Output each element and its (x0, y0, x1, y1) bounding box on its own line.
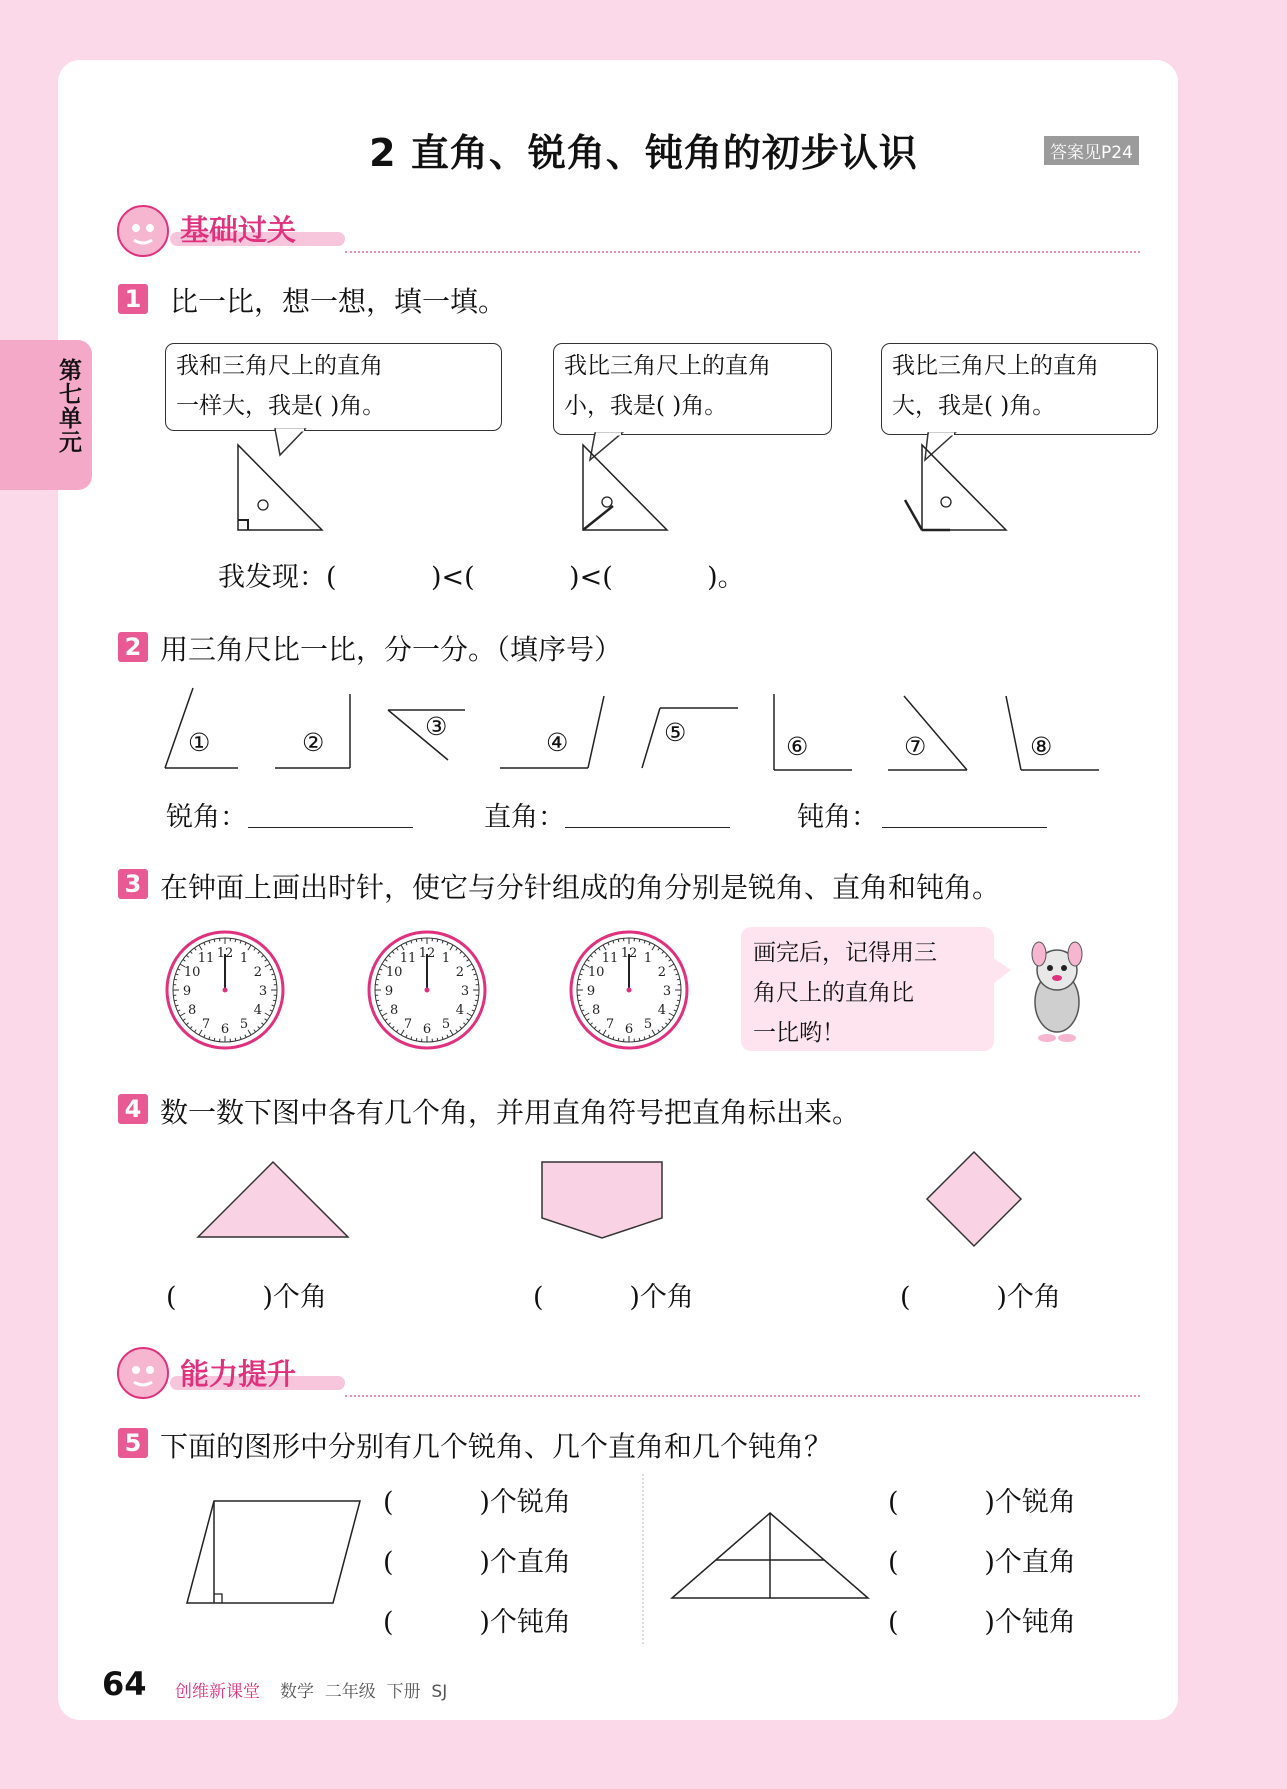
section-divider (345, 1395, 1140, 1397)
clock-number: 2 (455, 965, 465, 980)
clock-number: 12 (418, 946, 436, 961)
tip-line: 角尺上的直角比 (753, 980, 914, 1006)
clock-number: 1 (239, 951, 249, 967)
footer-info: 数学 二年级 下册 SJ (280, 1682, 448, 1702)
obtuse-label: 钝角： (797, 802, 878, 833)
q4-answer-3[interactable]: ( )个角 (900, 1282, 1061, 1313)
clock-number: 11 (399, 951, 417, 967)
right-label: 直角： (484, 802, 565, 833)
angle-label-1: ① (188, 728, 211, 757)
clock-number: 9 (182, 984, 192, 999)
square-shape (927, 1152, 1021, 1246)
clock-number: 5 (441, 1016, 451, 1032)
angle-label-7: ⑦ (904, 732, 927, 761)
clock-number: 2 (657, 965, 667, 980)
clock-number: 10 (385, 965, 403, 980)
q5-shapes-figure (0, 1470, 1287, 1650)
acute-label: 锐角： (166, 802, 247, 833)
q5-left-obtuse[interactable]: ( )个钝角 (383, 1607, 571, 1638)
clock-number: 6 (422, 1022, 432, 1037)
clock-number: 4 (253, 1003, 263, 1018)
question-number: 5 (118, 1428, 148, 1458)
unit-tab-label: 第七单元 (55, 358, 81, 454)
clock-number: 4 (657, 1003, 667, 1018)
tip-line: 画完后，记得用三 (753, 940, 937, 966)
clock-number: 12 (620, 946, 638, 961)
bubble-line: 我比三角尺上的直角 (892, 353, 1099, 379)
acute-answer-line[interactable] (248, 825, 413, 828)
clock-number: 3 (258, 984, 268, 999)
clock-number: 4 (455, 1003, 465, 1018)
clock-number: 7 (201, 1016, 211, 1032)
angle-label-2: ② (302, 728, 325, 757)
q5-left-right[interactable]: ( )个直角 (383, 1547, 571, 1578)
clock-number: 11 (197, 951, 215, 967)
clock-number: 6 (220, 1022, 230, 1037)
clock-number: 5 (239, 1016, 249, 1032)
discovery-sentence[interactable]: 我发现：( )<( )<( )。 (218, 562, 745, 593)
q1-triangles-figure (0, 0, 1287, 560)
clock-number: 3 (662, 984, 672, 999)
question-number: 4 (118, 1094, 148, 1124)
question-number: 1 (118, 284, 148, 314)
clock-number: 11 (601, 951, 619, 967)
page-title: 2 直角、锐角、钝角的初步认识 (369, 131, 918, 175)
clock-number: 10 (587, 965, 605, 980)
mascot-badge-icon (116, 1346, 170, 1400)
mascot-icon (1015, 940, 1100, 1045)
clock-face-3[interactable] (567, 928, 691, 1056)
question-text: 比一比，想一想，填一填。 (170, 285, 507, 318)
q4-answer-2[interactable]: ( )个角 (533, 1282, 694, 1313)
clock-face-1[interactable] (163, 928, 287, 1056)
clock-number: 8 (187, 1003, 197, 1018)
clock-number: 2 (253, 965, 263, 980)
section-basic-title: 基础过关 (180, 213, 297, 247)
bubble-answer-line[interactable]: 小，我是( )角。 (564, 393, 728, 419)
q5-right-acute[interactable]: ( )个锐角 (888, 1487, 1076, 1518)
q5-left-acute[interactable]: ( )个锐角 (383, 1487, 571, 1518)
clock-number: 6 (624, 1022, 634, 1037)
clock-number: 9 (586, 984, 596, 999)
clock-number: 7 (403, 1016, 413, 1032)
angle-label-5: ⑤ (664, 718, 687, 747)
footer-brand: 创维新课堂 (175, 1682, 260, 1702)
page-number: 64 (102, 1665, 147, 1703)
clock-number: 9 (384, 984, 394, 999)
angle-label-4: ④ (546, 728, 569, 757)
q5-right-right[interactable]: ( )个直角 (888, 1547, 1076, 1578)
clock-number: 1 (441, 951, 451, 967)
q4-shapes-figure (0, 1150, 1287, 1260)
angle-label-6: ⑥ (786, 732, 809, 761)
bubble-answer-line[interactable]: 大，我是( )角。 (892, 393, 1056, 419)
obtuse-answer-line[interactable] (882, 825, 1047, 828)
clock-number: 10 (183, 965, 201, 980)
clock-number: 1 (643, 951, 653, 967)
question-text: 数一数下图中各有几个角，并用直角符号把直角标出来。 (160, 1096, 861, 1129)
question-text: 在钟面上画出时针，使它与分针组成的角分别是锐角、直角和钝角。 (160, 871, 1001, 904)
q5-right-obtuse[interactable]: ( )个钝角 (888, 1607, 1076, 1638)
answer-reference-badge: 答案见P24 (1044, 136, 1139, 165)
question-number: 2 (118, 632, 148, 662)
question-text: 用三角尺比一比，分一分。（填序号） (160, 633, 623, 666)
clock-number: 8 (591, 1003, 601, 1018)
right-answer-line[interactable] (565, 825, 730, 828)
pentagon-shape (542, 1162, 662, 1238)
angle-label-8: ⑧ (1030, 732, 1053, 761)
bubble-answer-line[interactable]: 一样大，我是( )角。 (176, 393, 386, 419)
bubble-line: 我和三角尺上的直角 (176, 353, 383, 379)
clock-number: 3 (460, 984, 470, 999)
clock-face-2[interactable] (365, 928, 489, 1056)
triangle-shape (198, 1162, 348, 1237)
angle-label-3: ③ (425, 712, 448, 741)
section-advanced-title: 能力提升 (180, 1357, 297, 1391)
tip-line: 一比哟！ (753, 1020, 845, 1046)
clock-number: 5 (643, 1016, 653, 1032)
tip-pointer (993, 958, 1013, 988)
bubble-line: 我比三角尺上的直角 (564, 353, 771, 379)
clock-number: 12 (216, 946, 234, 961)
clock-number: 8 (389, 1003, 399, 1018)
clock-number: 7 (605, 1016, 615, 1032)
question-text: 下面的图形中分别有几个锐角、几个直角和几个钝角？ (160, 1430, 833, 1463)
question-number: 3 (118, 869, 148, 899)
q4-answer-1[interactable]: ( )个角 (166, 1282, 327, 1313)
tip-box (741, 927, 994, 1051)
